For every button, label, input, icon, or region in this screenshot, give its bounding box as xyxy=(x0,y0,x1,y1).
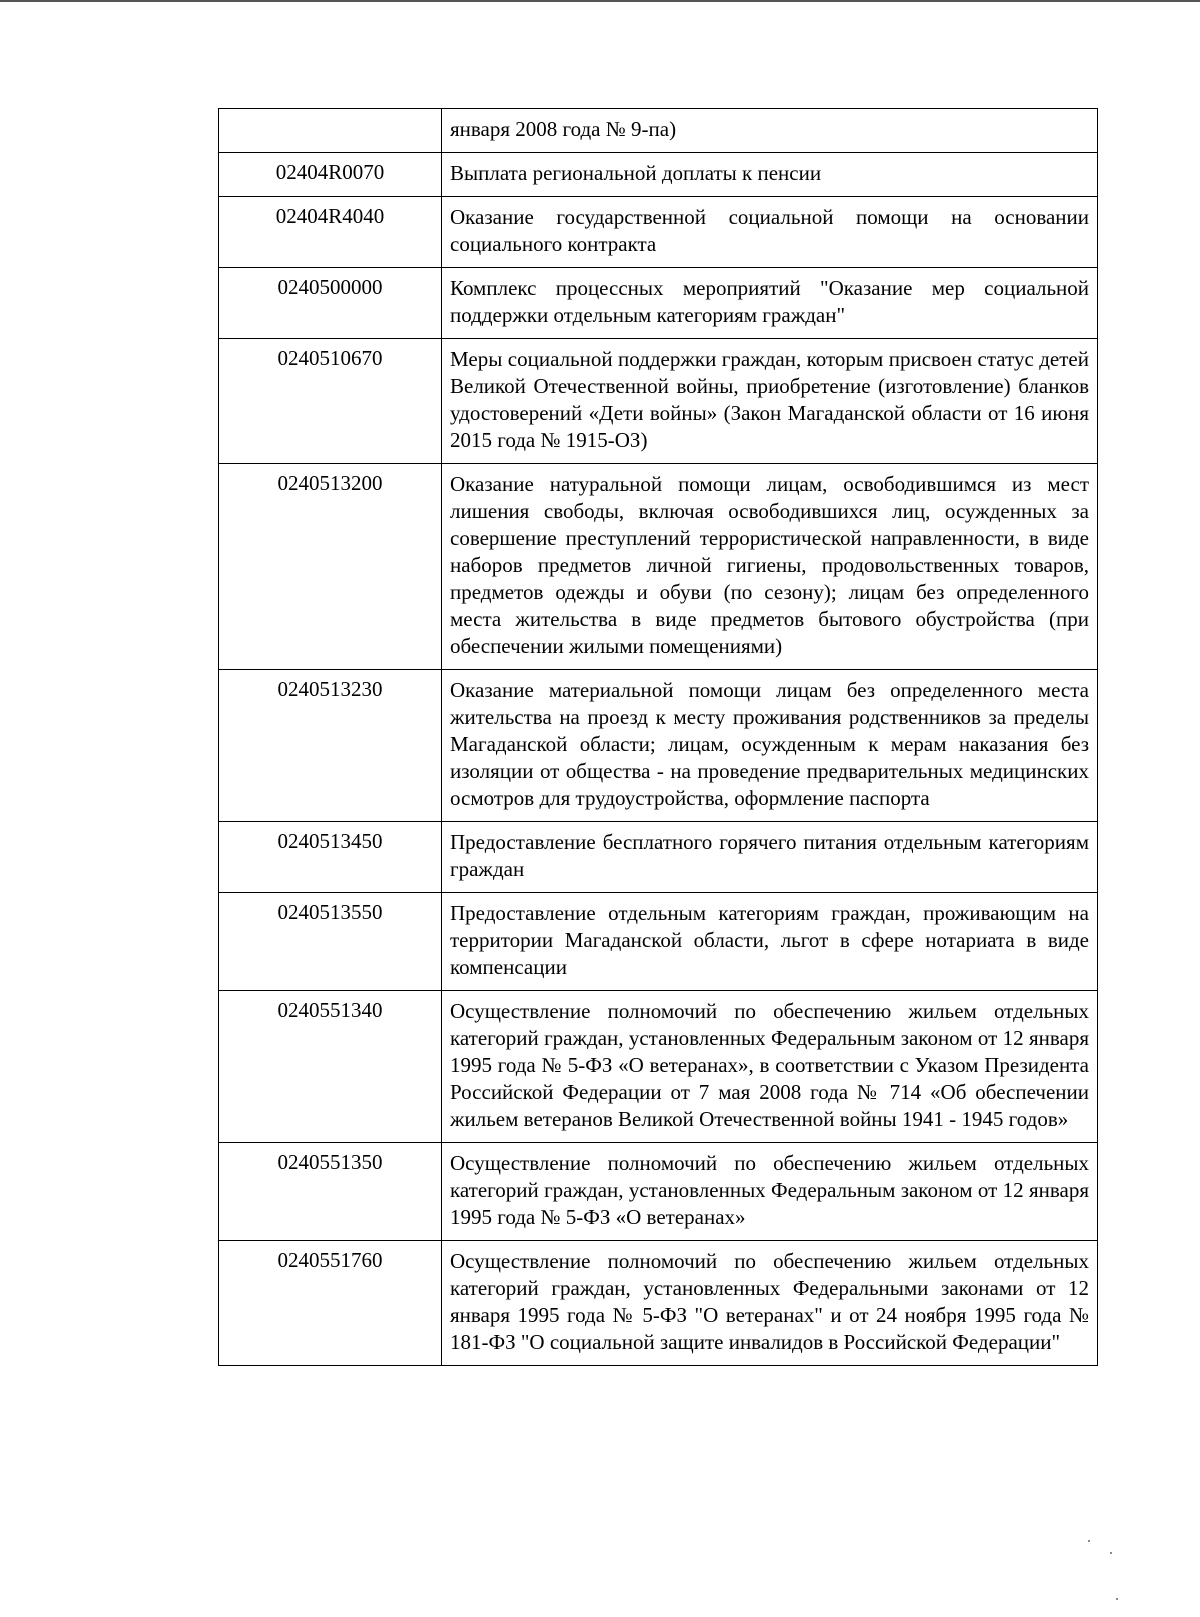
description-cell: января 2008 года № 9-па) xyxy=(442,109,1098,153)
table-row xyxy=(219,339,1098,464)
code-cell: 0240513550 xyxy=(219,893,442,991)
description-cell: Оказание государственной социальной помощи на основании социального контракта xyxy=(442,197,1098,268)
description-cell: Предоставление бесплатного горячего питания отдельным категориям граждан xyxy=(442,822,1098,893)
scan-speck xyxy=(1116,1598,1118,1600)
table-row xyxy=(219,197,1098,268)
code-cell: 0240513230 xyxy=(219,670,442,822)
code-cell: 0240551760 xyxy=(219,1241,442,1366)
scan-speck xyxy=(1088,1540,1090,1542)
code-cell: 0240513200 xyxy=(219,464,442,670)
table-row xyxy=(219,109,1098,153)
code-cell: 0240551350 xyxy=(219,1143,442,1241)
budget-code-table xyxy=(218,108,1098,1366)
description-cell: Предоставление отдельным категориям граждан, проживающим на территории Магаданской области, льгот в сфере нотариата в виде компенсации xyxy=(442,893,1098,991)
scan-speck xyxy=(1110,1552,1112,1554)
code-cell: 0240510670 xyxy=(219,339,442,464)
description-cell: Комплекс процессных мероприятий "Оказание мер социальной поддержки отдельным категориям граждан" xyxy=(442,268,1098,339)
table-row xyxy=(219,893,1098,991)
description-cell: Осуществление полномочий по обеспечению жильем отдельных категорий граждан, установленных Федеральным законом от 12 января 1995 года № 5-ФЗ «О ветеранах» xyxy=(442,1143,1098,1241)
code-cell: 02404R0070 xyxy=(219,153,442,197)
description-cell: Осуществление полномочий по обеспечению жильем отдельных категорий граждан, установленных Федеральными законами от 12 января 1995 года № 5-ФЗ "О ветеранах" и от 24 ноября 1995 года № 181-ФЗ "О социальной защите инвалидов в Российской Федерации" xyxy=(442,1241,1098,1366)
table-row xyxy=(219,464,1098,670)
table-row xyxy=(219,268,1098,339)
table-row xyxy=(219,153,1098,197)
table-row xyxy=(219,822,1098,893)
description-cell: Выплата региональной доплаты к пенсии xyxy=(442,153,1098,197)
description-cell: Оказание материальной помощи лицам без определенного места жительства на проезд к месту проживания родственников за пределы Магаданской области; лицам, осужденным к мерам наказания без изоляции от общества - на проведение предварительных медицинских осмотров для трудоустройства, оформление паспорта xyxy=(442,670,1098,822)
description-cell: Оказание натуральной помощи лицам, освободившимся из мест лишения свободы, включая освободившихся лиц, осужденных за совершение преступлений террористической направленности, в виде наборов предметов личной гигиены, продовольственных товаров, предметов одежды и обуви (по сезону); лицам без определенного места жительства в виде предметов бытового обустройства (при обеспечении жилыми помещениями) xyxy=(442,464,1098,670)
table-row xyxy=(219,670,1098,822)
description-cell: Осуществление полномочий по обеспечению жильем отдельных категорий граждан, установленных Федеральным законом от 12 января 1995 года № 5-ФЗ «О ветеранах», в соответствии с Указом Президента Российской Федерации от 7 мая 2008 года № 714 «Об обеспечении жильем ветеранов Великой Отечественной войны 1941 - 1945 годов» xyxy=(442,991,1098,1143)
page-top-edge-line xyxy=(0,0,1200,2)
description-cell: Меры социальной поддержки граждан, которым присвоен статус детей Великой Отечественной войны, приобретение (изготовление) бланков удостоверений «Дети войны» (Закон Магаданской области от 16 июня 2015 года № 1915-ОЗ) xyxy=(442,339,1098,464)
table-row xyxy=(219,1241,1098,1366)
code-cell: 02404R4040 xyxy=(219,197,442,268)
code-cell xyxy=(219,109,442,153)
code-cell: 0240500000 xyxy=(219,268,442,339)
table-row xyxy=(219,991,1098,1143)
code-cell: 0240513450 xyxy=(219,822,442,893)
table-row xyxy=(219,1143,1098,1241)
code-cell: 0240551340 xyxy=(219,991,442,1143)
